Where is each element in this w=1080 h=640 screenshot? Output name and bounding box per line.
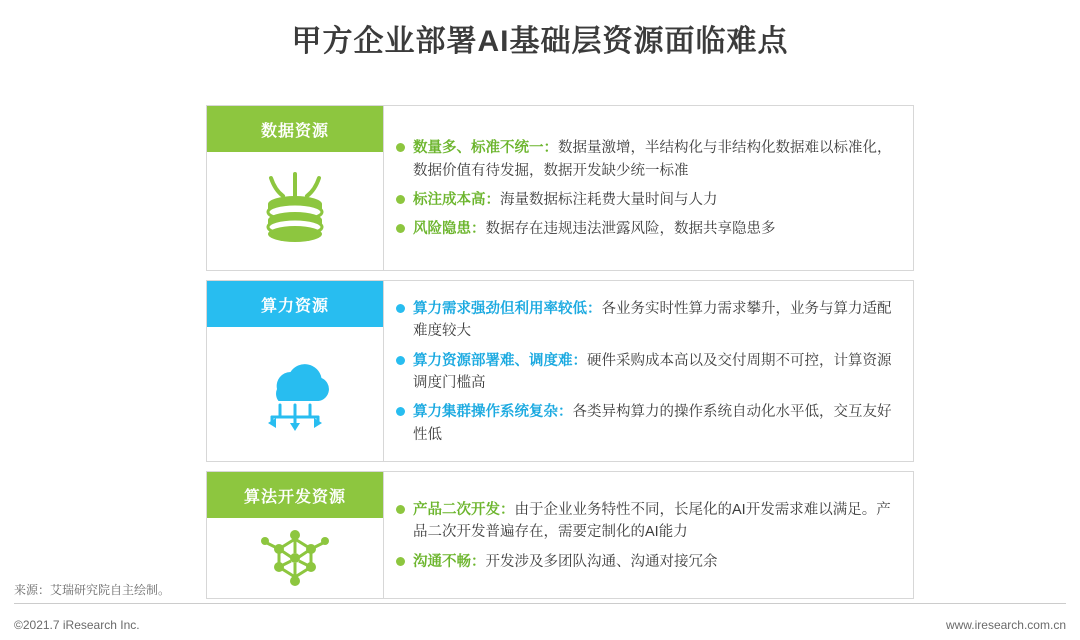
copyright-text: ©2021.7 iResearch Inc. — [14, 618, 140, 632]
bullet-body: 开发涉及多团队沟通、沟通对接冗余 — [485, 553, 718, 570]
bullet-lead: 算力集群操作系统复杂： — [413, 404, 573, 421]
bullet-body: 各类异构算力的操作系统自动化水平低，交互友好性低 — [413, 404, 892, 443]
bullet-item — [396, 499, 899, 544]
bullet-lead: 沟通不畅： — [413, 553, 486, 570]
bullet-text — [413, 298, 899, 343]
block-algorithm-resource — [206, 471, 914, 599]
cloud-computing-icon — [207, 327, 383, 461]
bullet-item — [396, 218, 899, 240]
bullet-text — [413, 189, 718, 211]
bullet-text — [413, 218, 776, 240]
bullet-body: 数据存在违规违法泄露风险，数据共享隐患多 — [485, 221, 776, 238]
block-3-left — [207, 472, 383, 598]
footer-divider — [14, 603, 1066, 604]
block-1-bullets — [383, 106, 913, 270]
category-label-3: 算法开发资源 — [207, 472, 383, 518]
bullet-dot-icon — [396, 505, 405, 514]
website-link[interactable]: www.iresearch.com.cn — [945, 618, 1066, 632]
bullet-body: 海量数据标注耗费大量时间与人力 — [500, 192, 718, 208]
bullet-item — [396, 189, 899, 211]
block-3-bullets — [383, 472, 913, 598]
bullet-item — [396, 350, 899, 395]
category-label-1: 数据资源 — [207, 106, 383, 152]
bullet-item — [396, 298, 899, 343]
bullet-lead: 算力资源部署难、调度难： — [413, 352, 587, 369]
bullet-body: 硬件采购成本高以及交付周期不可控，计算资源调度门槛高 — [413, 352, 892, 391]
bullet-lead: 数量多、标准不统一： — [413, 140, 558, 157]
bullet-text — [413, 401, 899, 446]
bullet-dot-icon — [396, 356, 405, 365]
bullet-dot-icon — [396, 143, 405, 152]
bullet-item — [396, 401, 899, 446]
bullet-lead: 算力需求强劲但利用率较低： — [413, 300, 602, 317]
block-2-left — [207, 281, 383, 461]
bullet-text — [413, 137, 899, 182]
category-label-2: 算力资源 — [207, 281, 383, 327]
bullet-dot-icon — [396, 557, 405, 566]
page-title: 甲方企业部署AI基础层资源面临难点 — [291, 25, 789, 58]
source-note: 来源：艾瑞研究院自主绘制。 — [14, 583, 171, 597]
bullet-dot-icon — [396, 195, 405, 204]
bullet-dot-icon — [396, 304, 405, 313]
bullet-lead: 标注成本高： — [413, 192, 500, 208]
block-2-bullets — [383, 281, 913, 461]
footer — [14, 618, 1066, 632]
bullet-body: 由于企业业务特性不同，长尾化的AI开发需求难以满足。产品二次开发普遍存在，需要定制化的AI能力 — [413, 501, 891, 541]
bullet-item — [396, 137, 899, 182]
bullet-text — [413, 551, 718, 573]
block-compute-resource — [206, 280, 914, 462]
database-stack-icon — [207, 152, 383, 270]
bullet-lead: 产品二次开发： — [413, 501, 515, 518]
bullet-dot-icon — [396, 224, 405, 233]
bullet-text — [413, 499, 899, 544]
bullet-body: 数据量激增，半结构化与非结构化数据难以标准化，数据价值有待发掘，数据开发缺少统一标准 — [413, 140, 892, 179]
block-data-resource — [206, 105, 914, 271]
bullet-item — [396, 551, 899, 573]
molecule-icon — [207, 518, 383, 598]
block-1-left — [207, 106, 383, 270]
bullet-body: 各业务实时性算力需求攀升，业务与算力适配难度较大 — [413, 300, 892, 340]
bullet-lead: 风险隐患： — [413, 221, 486, 238]
content-area — [206, 105, 914, 608]
bullet-dot-icon — [396, 407, 405, 416]
bullet-text — [413, 350, 899, 395]
